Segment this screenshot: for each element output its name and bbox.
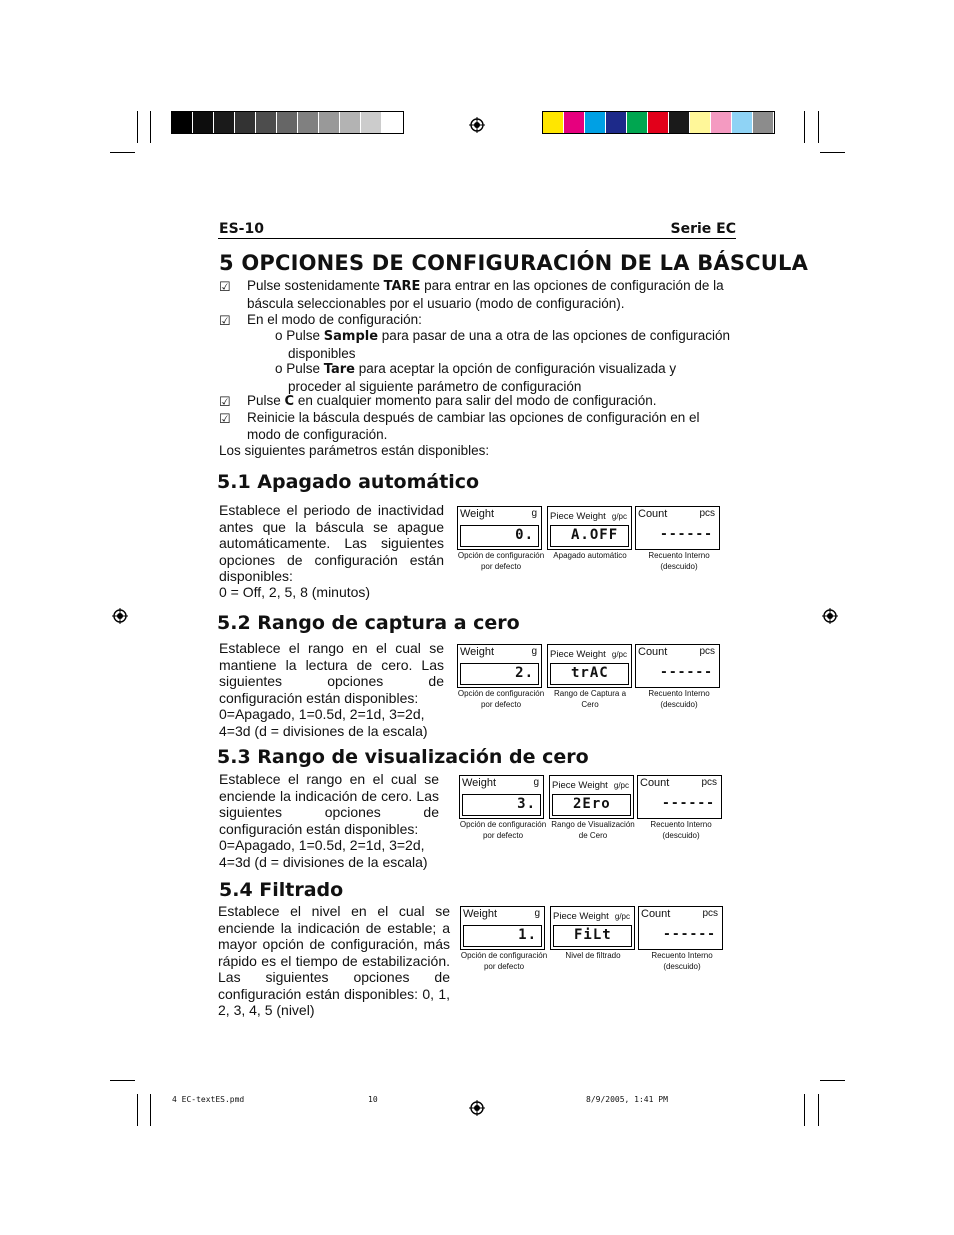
weight-value: 1. (518, 927, 537, 943)
subsection-text: Establece el rango en el cual se enciende la indicación de cero. Las siguientes opciones de configuración están disponibles: (219, 771, 439, 837)
count-value: ------ (660, 527, 713, 542)
color-swatch (235, 112, 256, 133)
checkbox-icon: ☑ (219, 411, 231, 426)
color-swatch (382, 112, 403, 133)
subsection-title: 5.3 Rango de visualización de cero (217, 746, 589, 768)
color-swatch (340, 112, 361, 133)
color-swatch (319, 112, 340, 133)
weight-display: Weight g 3. (459, 775, 544, 819)
caption-default: Opción de configuración por defecto (457, 689, 545, 709)
sub-bullet-sample: o Pulse Sample para pasar de una a otra de las opciones de configuración disponibles (275, 328, 731, 361)
subsection-title: 5.4 Filtrado (219, 879, 344, 901)
bullet-2: En el modo de configuración: (247, 312, 422, 327)
count-display: Count pcs ------ (637, 775, 722, 819)
caption-parameter: Apagado automático (553, 551, 627, 560)
color-swatch (172, 112, 193, 133)
piece-weight-value: FiLt (574, 927, 612, 943)
bullet-4: Reinicie la báscula después de cambiar las opciones de configuración en el modo de configuración. (247, 410, 700, 442)
sub-bullet-tare: o Pulse Tare para aceptar la opción de configuración visualizada y proceder al siguiente parámetro de configuración (275, 361, 677, 394)
checkbox-icon: ☑ (219, 394, 231, 409)
subsection-text: Establece el rango en el cual se mantiene la lectura de cero. Las siguientes opciones de configuración están disponibles: (219, 640, 444, 706)
caption-count: Recuento Interno (descuido) (651, 951, 713, 971)
page-number: ES-10 (219, 221, 264, 237)
subsection-text: Establece el nivel en el cual se enciende la indicación de estable; a mayor opción de configuración, más rápido es el tiempo de estabilización. Las siguientes opciones de configuración están disponibles: 0, 1, 2, 3, 4, 5 (nivel) (218, 903, 450, 1018)
series-name: Serie EC (670, 221, 736, 237)
caption-parameter: Rango de Captura a Cero (553, 689, 627, 709)
color-swatch (277, 112, 298, 133)
color-swatch (648, 112, 669, 133)
color-swatch (361, 112, 382, 133)
piece-weight-value: 2Ero (573, 796, 611, 812)
registration-mark-icon (469, 117, 485, 133)
subsection-title: 5.1 Apagado automático (217, 471, 480, 493)
registration-mark-icon (822, 608, 838, 624)
registration-mark-icon (469, 1100, 485, 1116)
piece-weight-display: Piece Weight g/pc 2Ero (549, 775, 634, 819)
caption-parameter: Nivel de filtrado (565, 951, 621, 960)
count-value: ------ (660, 665, 713, 680)
color-registration-bar (542, 111, 775, 134)
count-display: Count pcs ------ (635, 644, 720, 688)
count-display: Count pcs ------ (638, 906, 723, 950)
registration-mark-icon (112, 608, 128, 624)
count-display: Count pcs ------ (635, 506, 720, 550)
subsection-title: 5.2 Rango de captura a cero (217, 612, 520, 634)
parameters-intro: Los siguientes parámetros están disponibles: (219, 443, 490, 458)
color-swatch (606, 112, 627, 133)
weight-value: 0. (515, 527, 534, 543)
piece-weight-value: A.OFF (571, 527, 619, 543)
color-swatch (585, 112, 606, 133)
color-swatch (256, 112, 277, 133)
piece-weight-value: trAC (571, 665, 609, 681)
bullet-1: Pulse sostenidamente TARE para entrar en las opciones de configuración de la báscula seleccionables por el usuario (modo de configuración). (247, 278, 724, 311)
color-swatch (193, 112, 214, 133)
weight-display: Weight g 2. (457, 644, 542, 688)
color-swatch (627, 112, 648, 133)
count-value: ------ (663, 927, 716, 942)
weight-display: Weight g 0. (457, 506, 542, 550)
piece-weight-display: Piece Weight g/pc FiLt (550, 906, 635, 950)
footer-filename: 4 EC-textES.pmd (172, 1095, 245, 1104)
color-swatch (732, 112, 753, 133)
caption-default: Opción de configuración por defecto (457, 551, 545, 571)
checkbox-icon: ☑ (219, 279, 231, 294)
color-swatch (669, 112, 690, 133)
color-swatch (298, 112, 319, 133)
caption-count: Recuento Interno (descuido) (648, 689, 710, 709)
caption-default: Opción de configuración por defecto (460, 951, 548, 971)
section-title: 5 OPCIONES DE CONFIGURACIÓN DE LA BÁSCULA (219, 251, 809, 275)
piece-weight-display: Piece Weight g/pc trAC (547, 644, 632, 688)
footer-page: 10 (368, 1095, 378, 1104)
color-swatch (690, 112, 711, 133)
subsection-options: 0=Apagado, 1=0.5d, 2=1d, 3=2d, 4=3d (d = divisiones de la escala) (219, 706, 428, 739)
count-value: ------ (662, 796, 715, 811)
weight-value: 2. (515, 665, 534, 681)
subsection-options: 0=Apagado, 1=0.5d, 2=1d, 3=2d, 4=3d (d = divisiones de la escala) (219, 837, 428, 870)
header-rule (218, 238, 736, 239)
footer-date: 8/9/2005, 1:41 PM (586, 1095, 668, 1104)
color-swatch (711, 112, 732, 133)
caption-default: Opción de configuración por defecto (459, 820, 547, 840)
checkbox-icon: ☑ (219, 313, 231, 328)
weight-value: 3. (517, 796, 536, 812)
caption-count: Recuento Interno (descuido) (648, 551, 710, 571)
color-swatch (543, 112, 564, 133)
color-swatch (214, 112, 235, 133)
caption-parameter: Rango de Visualización de Cero (551, 820, 635, 840)
gray-color-bar (171, 111, 404, 134)
bullet-3: Pulse C en cualquier momento para salir del modo de configuración. (247, 393, 657, 409)
piece-weight-display: Piece Weight g/pc A.OFF (547, 506, 632, 550)
subsection-text: Establece el periodo de inactividad antes que la báscula se apague automáticamente. Las siguientes opciones de configuración están disponibles: (219, 502, 444, 584)
weight-display: Weight g 1. (460, 906, 545, 950)
caption-count: Recuento Interno (descuido) (650, 820, 712, 840)
color-swatch (753, 112, 774, 133)
subsection-options: 0 = Off, 2, 5, 8 (minutos) (219, 584, 371, 600)
color-swatch (564, 112, 585, 133)
